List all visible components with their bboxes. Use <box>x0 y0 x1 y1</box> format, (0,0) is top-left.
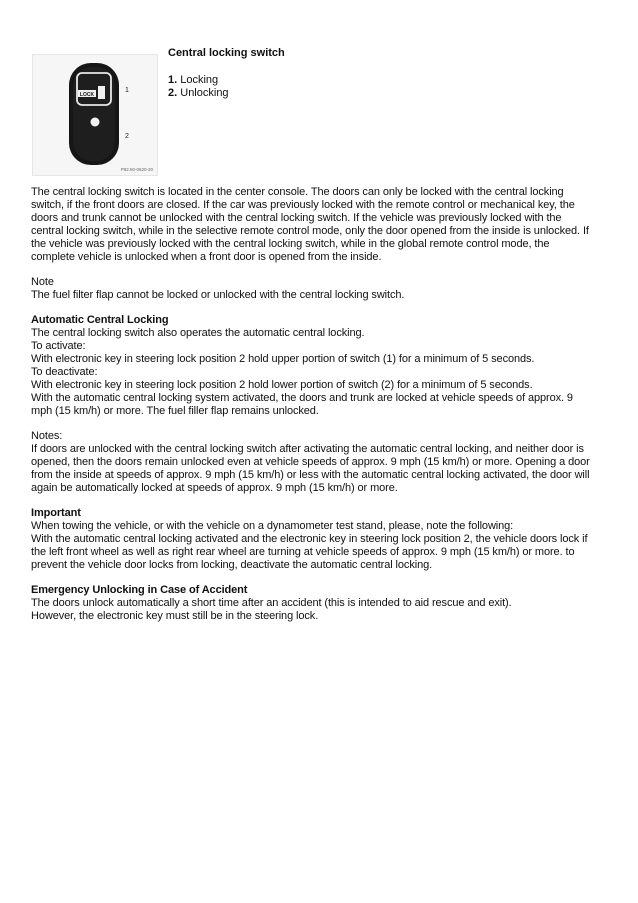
notes-section <box>31 430 591 495</box>
section-line: To deactivate: <box>31 365 98 378</box>
caption-item-locking <box>168 74 285 88</box>
section-line: However, the electronic key must still be in the steering lock. <box>31 609 319 622</box>
section-heading: Automatic Central Locking <box>31 314 169 327</box>
intro-paragraph: The central locking switch is located in the center console. The doors can only be locked with the central locking switch, if the front doors are closed. If the car was previously locked with the remote control or mechanical key, the doors and trunk cannot be unlocked with the central locking switch. If the vehicle was previously locked with the central locking switch, while in the selective remote control mode, only the door opened from the inside is unlocked. If the vehicle was previously locked with the central locking switch, while in the global remote control mode, the complete vehicle is unlocked when a front door is opened from the inside. <box>31 186 589 263</box>
switch-illustration <box>33 55 157 175</box>
section-line: With electronic key in steering lock position 2 hold upper portion of switch (1) for a minimum of 5 seconds. <box>31 352 535 365</box>
section-line: With the automatic central locking activated and the electronic key in steering lock position 2, the vehicle doors lock if the left front wheel as well as right rear wheel are turning at vehicle speeds of approx. 9 mph (15 km/h) or more. to prevent the vehicle door locks from locking, deactivate the automatic central locking. <box>31 532 588 571</box>
caption-title: Central locking switch <box>168 47 285 59</box>
lock-icon <box>98 86 105 99</box>
section-line: With the automatic central locking system activated, the doors and trunk are locked at vehicle speeds of approx. 9 mph (15 km/h) or more. The fuel filler flap remains unlocked. <box>31 391 573 417</box>
section-line: When towing the vehicle, or with the vehicle on a dynamometer test stand, please, note the following: <box>31 519 514 532</box>
figure-ref-code: P82.50-0620-20 <box>120 167 153 172</box>
notes-label: Notes: <box>31 430 63 442</box>
switch-label: LOCK <box>79 92 95 98</box>
caption-item-number: 2. <box>168 87 178 99</box>
caption-item-text: Unlocking <box>180 87 229 99</box>
indicator-lamp <box>91 118 100 127</box>
figure-caption <box>168 47 285 101</box>
automatic-central-locking-section <box>31 314 591 417</box>
section-line: To activate: <box>31 340 86 353</box>
caption-item-text: Locking <box>180 73 219 86</box>
section-heading: Important <box>31 507 81 520</box>
emergency-unlocking-section <box>31 584 591 623</box>
note-text: The fuel filter flap cannot be locked or unlocked with the central locking switch. <box>31 288 405 301</box>
callout-2: 2 <box>125 133 129 140</box>
important-section <box>31 507 591 572</box>
document-body <box>31 186 591 635</box>
notes-text: If doors are unlocked with the central locking switch after activating the automatic central locking, and neither door is opened, then the doors remain unlocked even at vehicle speeds of approx. 9 mph (15 km/h) or more. Opening a door from the inside at speeds of approx. 9 mph (15 km/h) or less with the automatic central locking activated, the door will again be automatically locked at speeds of approx. 9 mph (15 km/h) or more. <box>31 442 590 494</box>
note-section <box>31 276 591 302</box>
section-line: With electronic key in steering lock position 2 hold lower portion of switch (2) for a minimum of 5 seconds. <box>31 378 533 391</box>
central-locking-switch-figure <box>32 54 158 176</box>
callout-1: 1 <box>125 87 129 94</box>
note-label: Note <box>31 275 54 288</box>
section-heading: Emergency Unlocking in Case of Accident <box>31 584 248 597</box>
section-line: The central locking switch also operates the automatic central locking. <box>31 327 365 340</box>
caption-item-unlocking <box>168 87 285 101</box>
caption-item-number: 1. <box>168 73 178 86</box>
section-line: The doors unlock automatically a short time after an accident (this is intended to aid rescue and exit). <box>31 596 512 609</box>
